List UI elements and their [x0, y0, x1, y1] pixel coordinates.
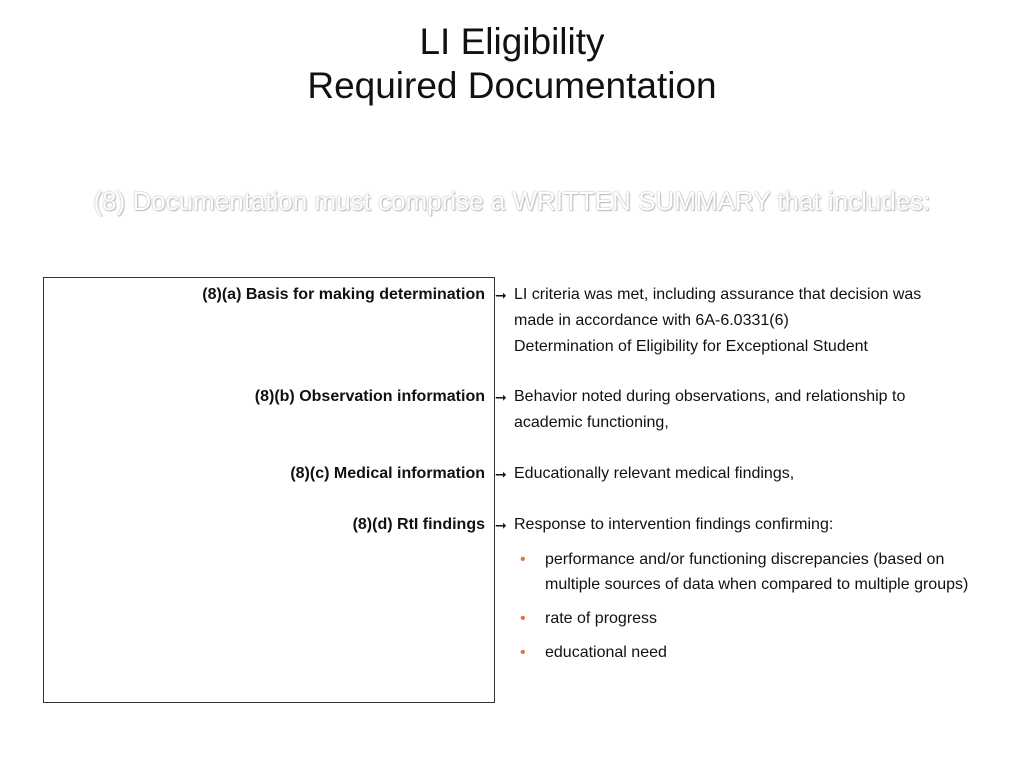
list-item — [520, 547, 990, 597]
bullet-icon: • — [520, 644, 526, 661]
description-line: Educationally relevant medical findings, — [514, 465, 795, 482]
description-line: Determination of Eligibility for Exceptional Student — [514, 338, 868, 355]
description-line: LI criteria was met, including assurance that decision was — [514, 286, 922, 303]
list-item — [520, 606, 990, 631]
rti-bullet-list — [520, 547, 990, 665]
row-description-rti — [514, 512, 994, 538]
arrow-icon: ➞ — [495, 517, 507, 533]
row-label-observation: (8)(b) Observation information — [254, 388, 485, 405]
bullet-icon: • — [520, 551, 526, 568]
bullet-text: rate of progress — [545, 610, 658, 627]
description-line: made in accordance with 6A-6.0331(6) — [514, 312, 789, 329]
description-line: Response to intervention findings confirming: — [514, 516, 834, 533]
bullet-icon: • — [520, 610, 526, 627]
title-line-2: Required Documentation — [307, 65, 717, 106]
description-line: academic functioning, — [514, 414, 669, 431]
arrow-icon: ➞ — [495, 466, 507, 482]
list-item — [520, 640, 990, 665]
title-line-1: LI Eligibility — [419, 21, 605, 62]
row-description-observation — [514, 384, 994, 436]
row-description-medical — [514, 461, 994, 487]
slide-title — [0, 20, 1024, 108]
arrow-icon: ➞ — [495, 389, 507, 405]
row-label-basis: (8)(a) Basis for making determination — [202, 286, 485, 303]
row-description-basis — [514, 282, 994, 360]
row-label-medical: (8)(c) Medical information — [290, 465, 485, 482]
arrow-icon: ➞ — [495, 287, 507, 303]
row-label-rti: (8)(d) RtI findings — [352, 516, 485, 533]
slide-subtitle: (8) Documentation must comprise a WRITTEN SUMMARY that includes: — [93, 186, 931, 216]
labels-box — [43, 277, 495, 703]
bullet-text: educational need — [545, 644, 667, 661]
description-line: Behavior noted during observations, and relationship to — [514, 388, 906, 405]
bullet-text: performance and/or functioning discrepancies (based on multiple sources of data when compared to multiple groups) — [545, 551, 969, 593]
